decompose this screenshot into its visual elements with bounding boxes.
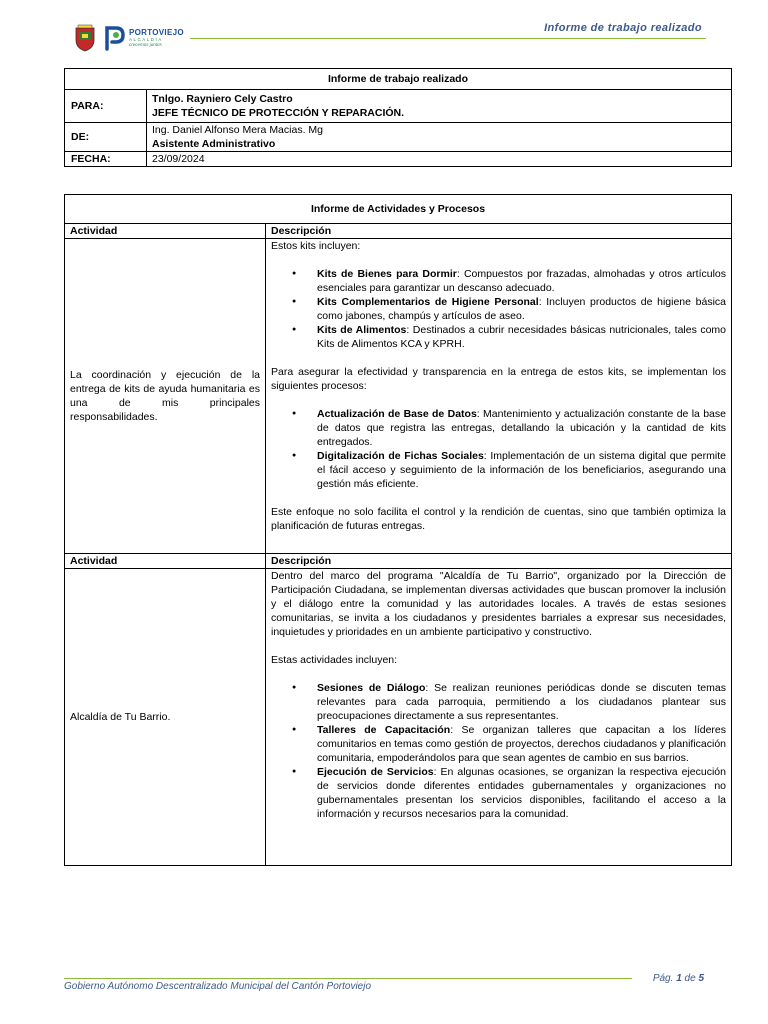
- activity-cell: Alcaldía de Tu Barrio.: [65, 569, 266, 866]
- col-header-descripcion: Descripción: [266, 224, 732, 239]
- list-item: ● Ejecución de Servicios: En algunas ocasiones, se organizan la respectiva ejecución de servicios donde diferentes entidades gubernamentales y organizaciones no gubernamentales presentan los servicios disponibles, facilitando el acceso a la información y recursos necesarios para la comunidad.: [317, 765, 726, 821]
- fecha-label: FECHA:: [65, 152, 147, 167]
- description-cell: [266, 239, 732, 554]
- logo-name: PORTOVIEJO: [129, 28, 184, 37]
- list-item: ● Talleres de Capacitación: Se organizan talleres que capacitan a los líderes comunitarios en temas como gestión de proyectos, derechos ciudadanos y planificación comunitaria, empoderándolos para que sean agentes de cambio en sus barrios.: [317, 723, 726, 765]
- footer-org: Gobierno Autónomo Descentralizado Municipal del Cantón Portoviejo: [64, 981, 372, 992]
- row2-para2: Estas actividades incluyen:: [271, 654, 398, 666]
- footer-rule: [64, 978, 632, 979]
- report-info-table: [64, 68, 732, 167]
- de-role: Asistente Administrativo: [152, 138, 276, 150]
- table-row: [65, 239, 732, 554]
- para-role: JEFE TÉCNICO DE PROTECCIÓN Y REPARACIÓN.: [152, 107, 405, 119]
- row1-para3: Este enfoque no solo facilita el control y la rendición de cuentas, sino que también optimiza la planificación de futuras entregas.: [271, 506, 726, 532]
- de-name: Ing. Daniel Alfonso Mera Macias. Mg: [152, 124, 323, 136]
- col-header-actividad: Actividad: [65, 554, 266, 569]
- para-name: Tnlgo. Rayniero Cely Castro: [152, 93, 293, 105]
- row1-para2: Para asegurar la efectividad y transparencia en la entrega de estos kits, se implementan los siguientes procesos:: [271, 366, 726, 392]
- list-item: ● Kits de Alimentos: Destinados a cubrir necesidades básicas nutricionales, tales como Kits de Alimentos KCA y KPRH.: [317, 323, 726, 351]
- list-item: ● Digitalización de Fichas Sociales: Implementación de un sistema digital que permite el fácil acceso y seguimiento de la información de los beneficiarios, asegurando una gestión más eficiente.: [317, 449, 726, 491]
- description-cell: [266, 569, 732, 866]
- list-item: ● Sesiones de Diálogo: Se realizan reuniones periódicas donde se discuten temas relevantes para cada parroquia, permitiendo a los ciudadanos plantear sus preocupaciones directamente a sus representantes.: [317, 681, 726, 723]
- row1-kits-list: [271, 267, 726, 351]
- portoviejo-p-icon: [104, 25, 126, 51]
- para-label: PARA:: [65, 90, 147, 123]
- activities-table-title: Informe de Actividades y Procesos: [65, 195, 732, 224]
- logo-subtitle: ALCALDÍA: [129, 37, 163, 42]
- activities-table: [64, 194, 732, 866]
- table-row: [65, 569, 732, 866]
- header-title: Informe de trabajo realizado: [544, 22, 702, 34]
- logo-slogan: crecemos juntos: [129, 41, 162, 47]
- header-rule: [190, 38, 706, 39]
- fecha-value: 23/09/2024: [147, 152, 732, 167]
- row1-intro: Estos kits incluyen:: [271, 240, 361, 252]
- row1-process-list: [271, 407, 726, 491]
- list-item: ● Kits Complementarios de Higiene Personal: Incluyen productos de higiene básica como jabones, champús y artículos de aseo.: [317, 295, 726, 323]
- list-item: ● Actualización de Base de Datos: Mantenimiento y actualización constante de la base de datos que registra las entregas, detallando la ubicación y la cantidad de kits entregados.: [317, 407, 726, 449]
- col-header-descripcion: Descripción: [266, 554, 732, 569]
- page-number: Pág. 1 de 5: [652, 973, 704, 984]
- list-item: ● Kits de Bienes para Dormir: Compuestos por frazadas, almohadas y otros artículos esenciales para garantizar un descanso adecuado.: [317, 267, 726, 295]
- para-value: [147, 90, 732, 123]
- de-value: [147, 123, 732, 152]
- logo-group: [74, 24, 184, 52]
- page-header: [74, 20, 706, 58]
- col-header-actividad: Actividad: [65, 224, 266, 239]
- activity-cell: La coordinación y ejecución de la entrega de kits de ayuda humanitaria es una de mis principales responsabilidades.: [65, 239, 266, 554]
- row2-intro: Dentro del marco del programa "Alcaldía de Tu Barrio", organizado por la Dirección de Participación Ciudadana, se implementan diversas actividades que buscan promover la inclusión y el diálogo entre la comunidad y las autoridades locales. A través de estas sesiones comunitarias, se invita a los ciudadanos y presidentes barriales a expresar sus necesidades, inquietudes y prioridades en un ambiente participativo y constructivo.: [271, 570, 726, 638]
- portoviejo-logo: [104, 25, 184, 51]
- info-table-title: Informe de trabajo realizado: [65, 69, 732, 90]
- coat-of-arms-icon: [74, 24, 96, 52]
- de-label: DE:: [65, 123, 147, 152]
- row2-activities-list: [271, 681, 726, 821]
